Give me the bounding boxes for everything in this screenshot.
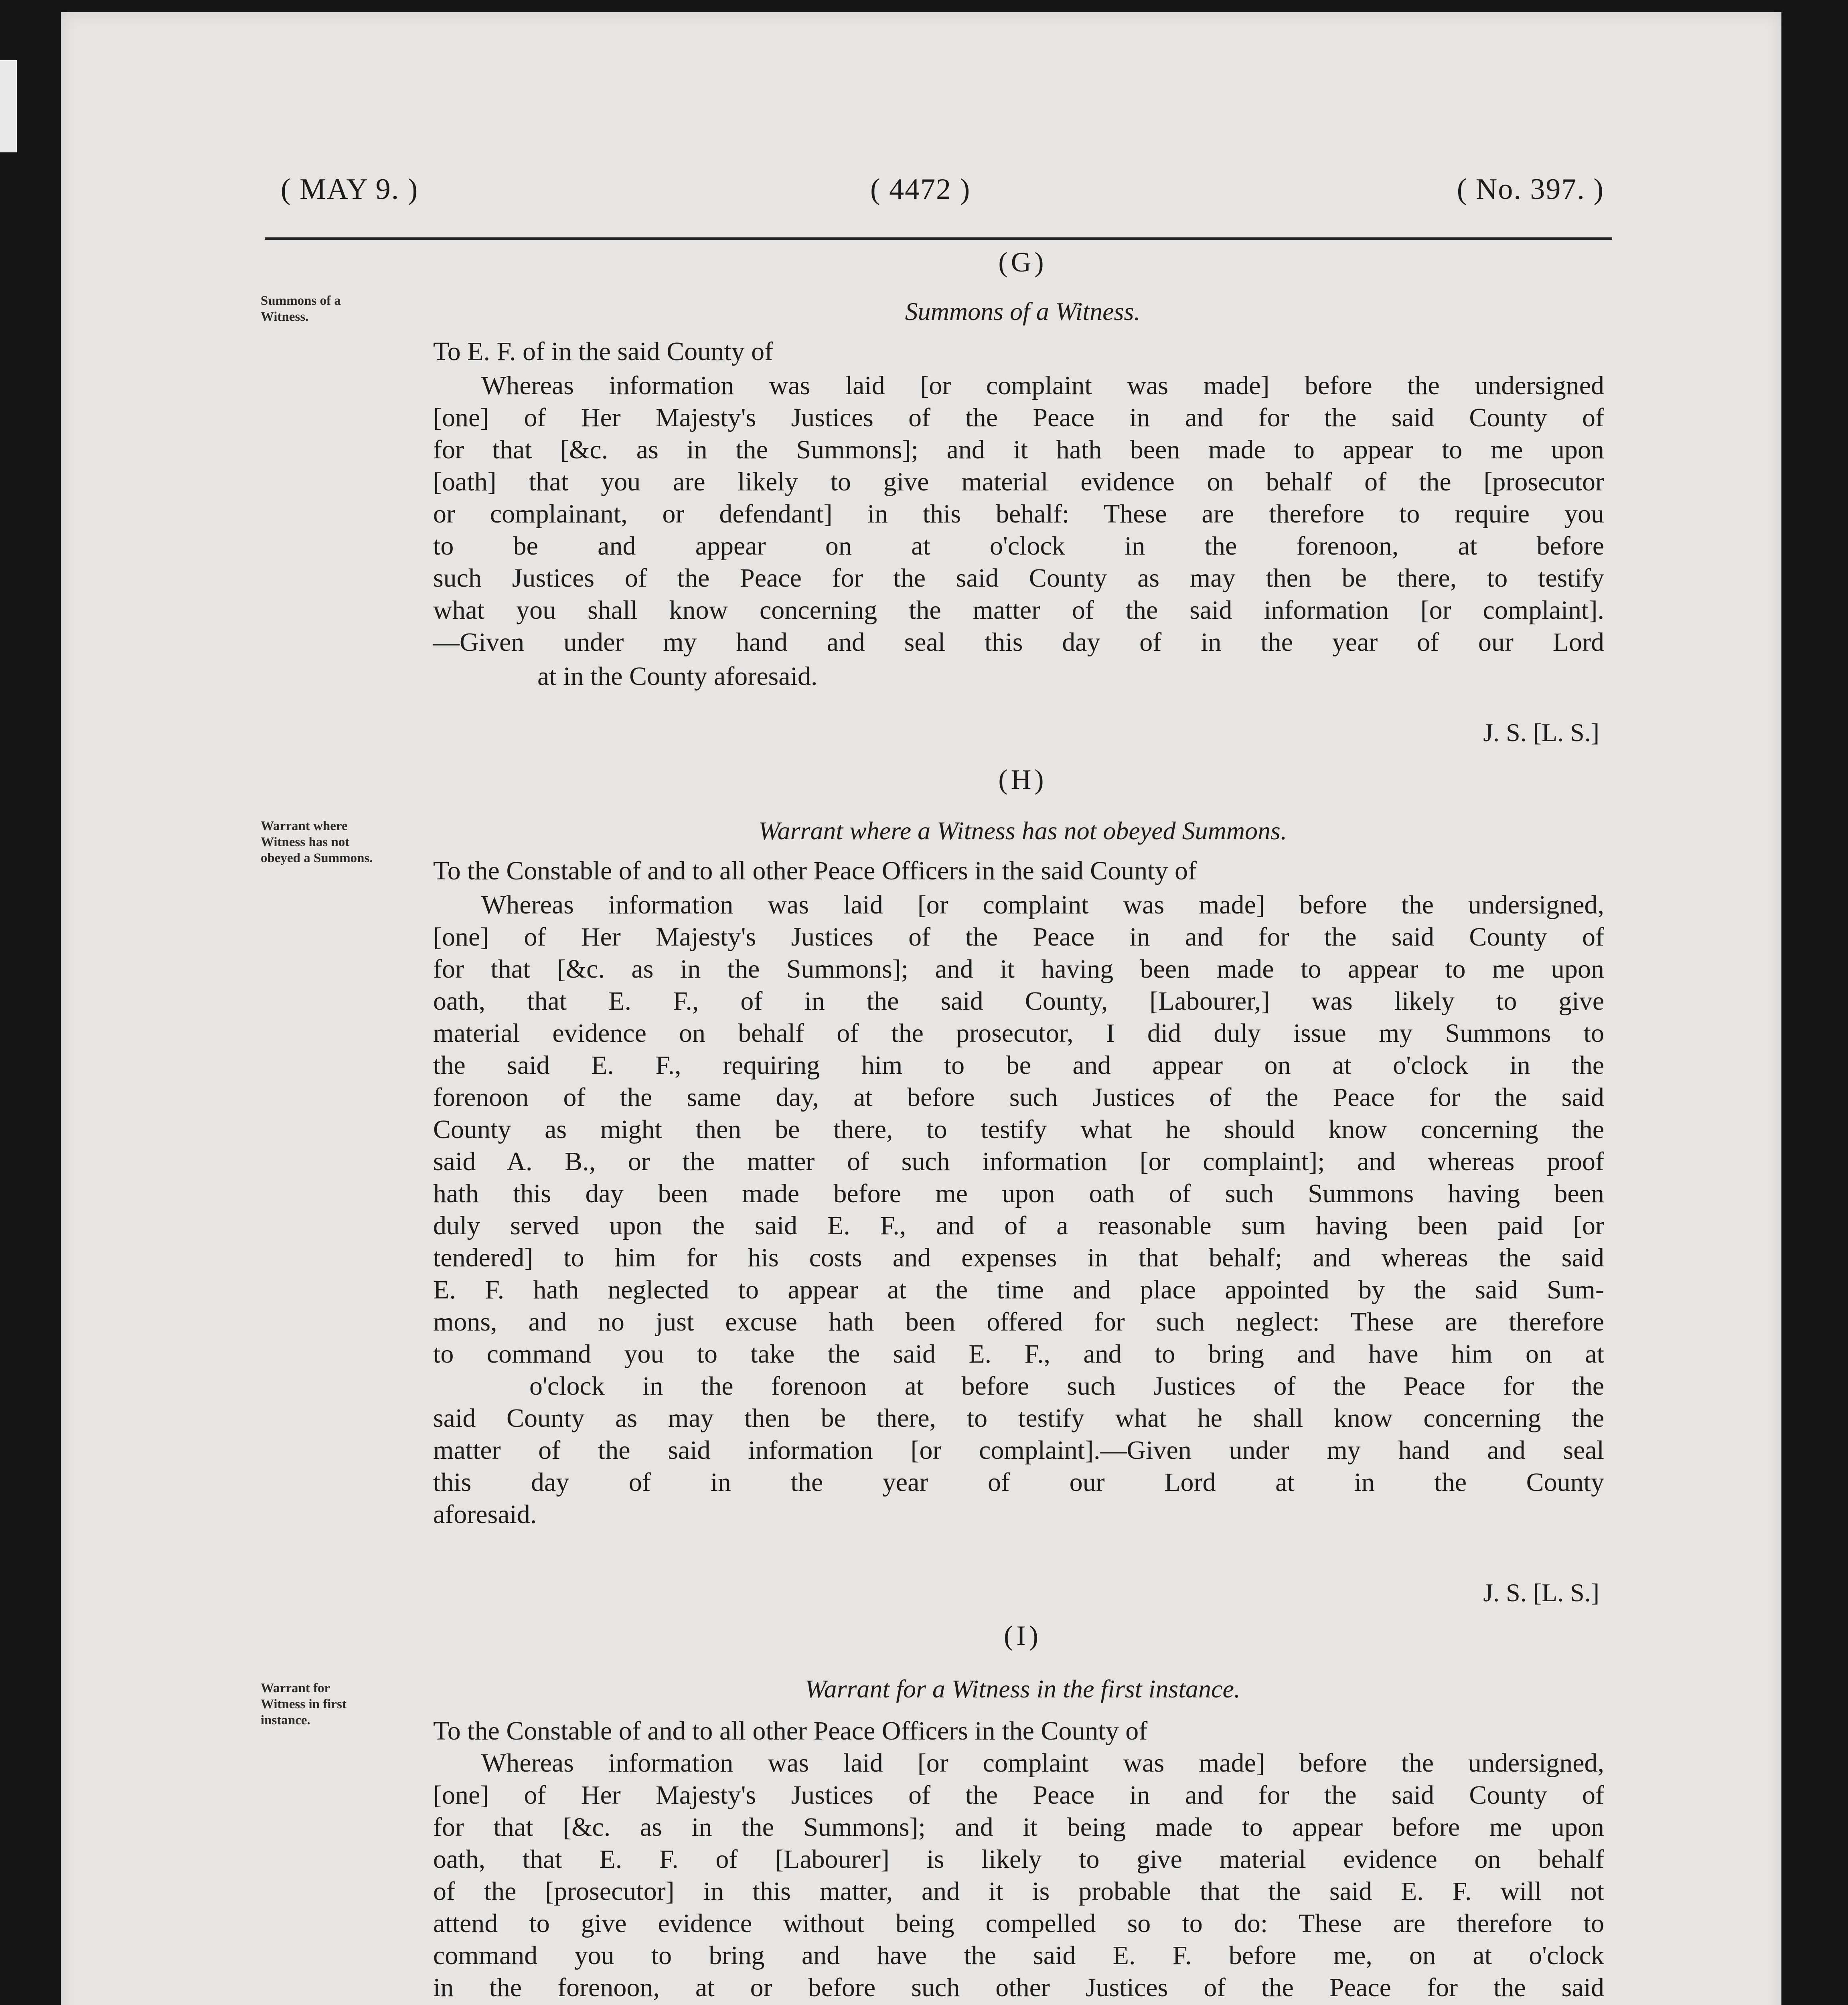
text-line: duly served upon the said E. F., and of a reasonable sum having been paid [or (433, 1211, 1604, 1240)
margin-note-line: Warrant where (261, 819, 348, 833)
text-line: for that [&c. as in the Summons]; and it being made to appear before me upon (433, 1813, 1604, 1842)
section-title-i: Warrant for a Witness in the first instance. (805, 1675, 1240, 1703)
text-line: in the forenoon, at or before such other Justices of the Peace for the said (433, 1973, 1604, 2002)
margin-note-h (261, 818, 429, 866)
text-line: the said E. F., requiring him to be and appear on at o'clock in the (433, 1051, 1604, 1080)
header-date: ( MAY 9. ) (281, 173, 419, 206)
scan-edge-marker (0, 60, 17, 152)
text-line: what you shall know concerning the matter of the said information [or complaint]. (433, 595, 1604, 625)
text-line: material evidence on behalf of the prosecutor, I did duly issue my Summons to (433, 1019, 1604, 1048)
page-header (281, 172, 1604, 221)
margin-note-line: Warrant for (261, 1681, 330, 1695)
text-line: [one] of Her Majesty's Justices of the Peace in and for the said County of (433, 922, 1604, 952)
margin-note-line: Witness has not (261, 835, 350, 849)
text-line (433, 2003, 1604, 2005)
margin-note-i (261, 1680, 429, 1728)
text-line: to be and appear on at o'clock in the forenoon, at before (433, 531, 1604, 561)
text-line: County as might then be there, to testify what he should know concerning the (433, 1115, 1604, 1144)
text-line: Whereas information was laid [or complaint was made] before the undersigned, (481, 1748, 1604, 1778)
text-line: oath, that E. F., of in the said County, [Labourer,] was likely to give (433, 986, 1604, 1016)
margin-note-line: Witness. (261, 310, 309, 324)
text-line: oath, that E. F. of [Labourer] is likely to give material evidence on behalf (433, 1845, 1604, 1874)
text-line: —Given under my hand and seal this day of in the year of our Lord (433, 628, 1604, 657)
text-line: or complainant, or defendant] in this behalf: These are therefore to require you (433, 499, 1604, 529)
text-line: for that [&c. as in the Summons]; and it hath been made to appear to me upon (433, 435, 1604, 464)
section-letter-i: (I) (1004, 1620, 1042, 1651)
text-line: this day of in the year of our Lord at in the County (433, 1468, 1604, 1497)
margin-note-line: Witness in first (261, 1697, 346, 1711)
margin-note-line: Summons of a (261, 294, 341, 308)
text-line: such Justices of the Peace for the said County as may then be there, to testify (433, 563, 1604, 593)
text-line: to command you to take the said E. F., and to bring and have him on at (433, 1339, 1604, 1369)
header-page-number: ( 4472 ) (870, 173, 971, 206)
text-line: command you to bring and have the said E. F. before me, on at o'clock (433, 1941, 1604, 1970)
header-issue-number: ( No. 397. ) (1457, 173, 1604, 206)
text-line: [one] of Her Majesty's Justices of the Peace in and for the said County of (433, 403, 1604, 432)
text-line: hath this day been made before me upon oath of such Summons having been (433, 1179, 1604, 1208)
text-line: To the Constable of and to all other Peace Officers in the County of (433, 1716, 1148, 1746)
text-line: o'clock in the forenoon at before such Justices of the Peace for the (529, 1371, 1604, 1401)
text-line: said A. B., or the matter of such information [or complaint]; and whereas proof (433, 1147, 1604, 1176)
text-line: Whereas information was laid [or complaint was made] before the undersigned (481, 371, 1604, 400)
text-line: [oath] that you are likely to give material evidence on behalf of the [prosecutor (433, 467, 1604, 496)
text-line: E. F. hath neglected to appear at the time and place appointed by the said Sum- (433, 1275, 1604, 1304)
section-letter-g: (G) (998, 247, 1047, 278)
margin-note-g (261, 293, 429, 325)
text-line: said County as may then be there, to testify what he shall know concerning the (433, 1404, 1604, 1433)
text-line: Whereas information was laid [or complaint was made] before the undersigned, (481, 890, 1604, 919)
text-line: tendered] to him for his costs and expenses in that behalf; and whereas the said (433, 1243, 1604, 1272)
text-line: forenoon of the same day, at before such Justices of the Peace for the said (433, 1083, 1604, 1112)
text-line: matter of the said information [or complaint].—Given under my hand and seal (433, 1436, 1604, 1465)
section-title-h: Warrant where a Witness has not obeyed Summons. (758, 816, 1287, 845)
margin-note-line: instance. (261, 1713, 310, 1728)
text-line: for that [&c. as in the Summons]; and it having been made to appear to me upon (433, 954, 1604, 984)
text-line: of the [prosecutor] in this matter, and it is probable that the said E. F. will not (433, 1877, 1604, 1906)
text-line: [one] of Her Majesty's Justices of the Peace in and for the said County of (433, 1780, 1604, 1810)
text-line: To the Constable of and to all other Peace Officers in the said County of (433, 856, 1197, 885)
text-line: mons, and no just excuse hath been offered for such neglect: These are therefore (433, 1307, 1604, 1337)
section-letter-h: (H) (998, 764, 1047, 795)
signature-h: J. S. [L. S.] (1483, 1578, 1599, 1607)
text-line: To E. F. of in the said County of (433, 337, 774, 366)
text-line: at in the County aforesaid. (537, 662, 818, 691)
text-line: aforesaid. (433, 1500, 537, 1529)
text-line: attend to give evidence without being compelled so to do: These are therefore to (433, 1909, 1604, 1938)
header-rule (265, 237, 1612, 240)
margin-note-line: obeyed a Summons. (261, 851, 373, 865)
signature-g: J. S. [L. S.] (1483, 718, 1599, 747)
section-title-g: Summons of a Witness. (905, 297, 1141, 326)
